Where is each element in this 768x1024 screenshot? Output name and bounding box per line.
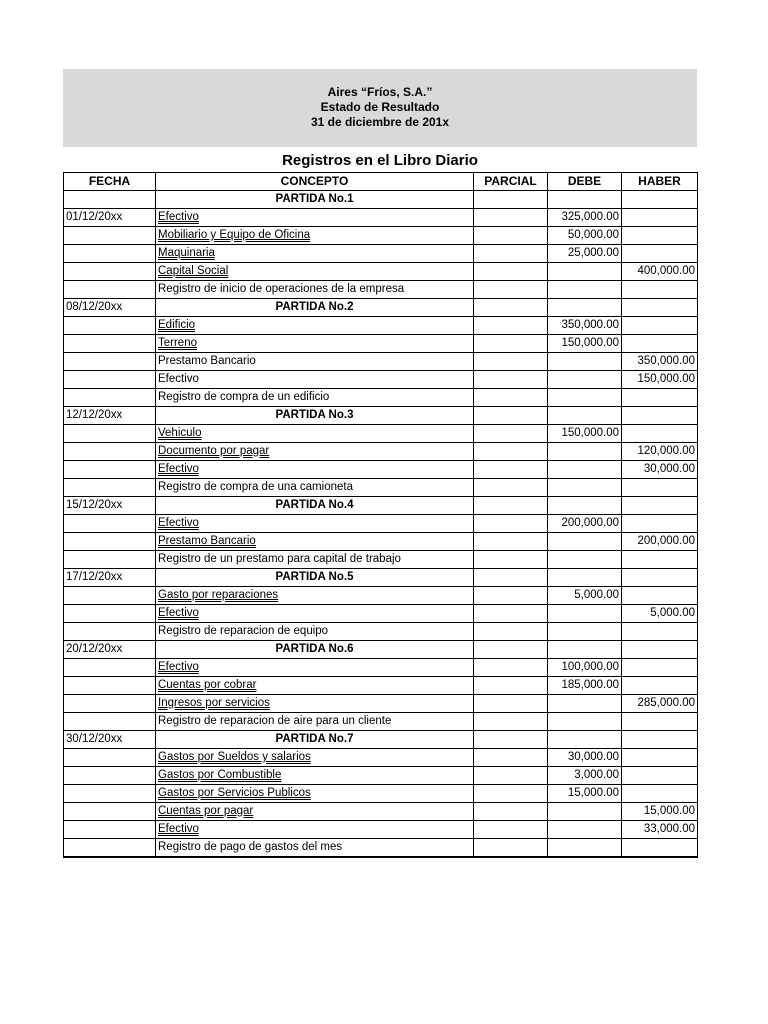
- cell-debe: [548, 353, 622, 371]
- table-row: [64, 623, 698, 641]
- cell-fecha: [64, 659, 156, 677]
- cell-concepto: [156, 443, 474, 461]
- cell-parcial: [474, 569, 548, 587]
- table-row: [64, 515, 698, 533]
- table-row: [64, 803, 698, 821]
- account-name: Cuentas por cobrar: [158, 679, 257, 691]
- cell-fecha: [64, 695, 156, 713]
- table-row: [64, 281, 698, 299]
- cell-concepto: [156, 281, 474, 299]
- cell-haber: [622, 731, 698, 749]
- cell-debe: 185,000.00: [548, 677, 622, 695]
- table-row: [64, 443, 698, 461]
- cell-haber: [622, 677, 698, 695]
- cell-fecha: [64, 425, 156, 443]
- cell-haber: 200,000.00: [622, 533, 698, 551]
- table-row: [64, 317, 698, 335]
- cell-concepto: [156, 425, 474, 443]
- cell-haber: 33,000.00: [622, 821, 698, 839]
- cell-haber: [622, 551, 698, 569]
- report-header: [63, 69, 697, 147]
- table-row: [64, 191, 698, 209]
- cell-concepto: [156, 767, 474, 785]
- cell-debe: [548, 695, 622, 713]
- cell-concepto: [156, 803, 474, 821]
- account-name: Edificio: [158, 319, 196, 331]
- cell-concepto: [156, 587, 474, 605]
- table-row: [64, 371, 698, 389]
- cell-fecha: [64, 263, 156, 281]
- cell-concepto: [156, 677, 474, 695]
- cell-concepto: [156, 659, 474, 677]
- cell-haber: [622, 317, 698, 335]
- cell-haber: [622, 587, 698, 605]
- table-row: [64, 659, 698, 677]
- account-name: Documento por pagar: [158, 445, 270, 457]
- cell-concepto: [156, 857, 474, 858]
- cell-fecha: [64, 389, 156, 407]
- table-row: [64, 605, 698, 623]
- cell-haber: [622, 713, 698, 731]
- cell-parcial: [474, 605, 548, 623]
- account-name: Prestamo Bancario: [158, 535, 256, 547]
- cell-concepto: [156, 551, 474, 569]
- cell-fecha: [64, 749, 156, 767]
- cell-parcial: [474, 335, 548, 353]
- table-row: [64, 245, 698, 263]
- table-row: [64, 461, 698, 479]
- entry-description: Registro de reparacion de equipo: [158, 625, 329, 637]
- cell-concepto: [156, 695, 474, 713]
- cell-fecha: 01/12/20xx: [64, 209, 156, 227]
- cell-parcial: [474, 533, 548, 551]
- cell-haber: 5,000.00: [622, 605, 698, 623]
- cell-concepto: [156, 227, 474, 245]
- cell-debe: 15,000.00: [548, 785, 622, 803]
- cell-parcial: [474, 281, 548, 299]
- cell-debe: [548, 479, 622, 497]
- cell-fecha: [64, 677, 156, 695]
- cell-parcial: [474, 371, 548, 389]
- cell-haber: [622, 569, 698, 587]
- cell-concepto: [156, 317, 474, 335]
- cell-haber: [622, 857, 698, 858]
- cell-debe: [548, 461, 622, 479]
- account-name: Efectivo: [158, 661, 199, 673]
- account-name: Gasto por reparaciones: [158, 589, 279, 601]
- cell-haber: [622, 389, 698, 407]
- entry-description: Registro de compra de un edificio: [158, 391, 330, 403]
- account-name: Efectivo: [158, 463, 199, 475]
- entry-description: Registro de un prestamo para capital de trabajo: [158, 553, 401, 565]
- entry-description: Registro de reparacion de aire para un cliente: [158, 715, 392, 727]
- cell-parcial: [474, 515, 548, 533]
- account-name: Efectivo: [158, 517, 199, 529]
- cell-haber: 150,000.00: [622, 371, 698, 389]
- ledger-title: Registros en el Libro Diario: [282, 152, 478, 169]
- cell-fecha: 17/12/20xx: [64, 569, 156, 587]
- column-header-parcial: PARCIAL: [474, 173, 548, 191]
- cell-haber: 15,000.00: [622, 803, 698, 821]
- cell-concepto: [156, 533, 474, 551]
- cell-parcial: [474, 659, 548, 677]
- cell-fecha: [64, 443, 156, 461]
- cell-debe: 3,000.00: [548, 767, 622, 785]
- table-row: [64, 731, 698, 749]
- cell-debe: [548, 569, 622, 587]
- account-name: Maquinaria: [158, 247, 215, 259]
- account-name: Efectivo: [158, 823, 199, 835]
- cell-parcial: [474, 695, 548, 713]
- table-row: [64, 299, 698, 317]
- table-row: [64, 641, 698, 659]
- cell-parcial: [474, 857, 548, 858]
- cell-debe: [548, 641, 622, 659]
- report-name: Estado de Resultado: [320, 100, 440, 114]
- cell-concepto: [156, 785, 474, 803]
- cell-fecha: [64, 785, 156, 803]
- cell-debe: [548, 281, 622, 299]
- cell-concepto: [156, 209, 474, 227]
- table-row: [64, 569, 698, 587]
- column-header-fecha: FECHA: [64, 173, 156, 191]
- partida-label: PARTIDA No.2: [275, 301, 354, 313]
- cell-debe: [548, 497, 622, 515]
- cell-concepto: [156, 407, 474, 425]
- entry-description: Registro de inicio de operaciones de la empresa: [158, 283, 405, 295]
- cell-parcial: [474, 389, 548, 407]
- cell-debe: [548, 731, 622, 749]
- table-row: [64, 407, 698, 425]
- cell-fecha: [64, 227, 156, 245]
- cell-parcial: [474, 731, 548, 749]
- cell-haber: [622, 749, 698, 767]
- cell-parcial: [474, 677, 548, 695]
- cell-concepto: [156, 299, 474, 317]
- table-row: [64, 821, 698, 839]
- cell-debe: 325,000.00: [548, 209, 622, 227]
- partida-label: PARTIDA No.6: [275, 643, 354, 655]
- cell-debe: 30,000.00: [548, 749, 622, 767]
- cell-haber: 350,000.00: [622, 353, 698, 371]
- cell-fecha: [64, 281, 156, 299]
- cell-debe: [548, 263, 622, 281]
- cell-parcial: [474, 209, 548, 227]
- partida-label: PARTIDA No.7: [275, 733, 354, 745]
- cell-parcial: [474, 713, 548, 731]
- cell-debe: [548, 605, 622, 623]
- cell-haber: [622, 479, 698, 497]
- cell-fecha: 12/12/20xx: [64, 407, 156, 425]
- cell-haber: [622, 497, 698, 515]
- partida-label: PARTIDA No.5: [275, 571, 354, 583]
- cell-fecha: [64, 821, 156, 839]
- cell-debe: [548, 191, 622, 209]
- cell-parcial: [474, 191, 548, 209]
- table-row: [64, 677, 698, 695]
- cell-parcial: [474, 245, 548, 263]
- cell-fecha: [64, 803, 156, 821]
- cell-fecha: 30/12/20xx: [64, 731, 156, 749]
- cell-parcial: [474, 461, 548, 479]
- account-name: Efectivo: [158, 607, 199, 619]
- cell-parcial: [474, 803, 548, 821]
- cell-concepto: [156, 479, 474, 497]
- account-name: Terreno: [158, 337, 197, 349]
- cell-parcial: [474, 551, 548, 569]
- cell-haber: 400,000.00: [622, 263, 698, 281]
- cell-fecha: [64, 353, 156, 371]
- cell-debe: [548, 839, 622, 857]
- cell-parcial: [474, 443, 548, 461]
- cell-fecha: [64, 533, 156, 551]
- column-header-debe: DEBE: [548, 173, 622, 191]
- cell-parcial: [474, 479, 548, 497]
- account-name: Prestamo Bancario: [158, 355, 256, 367]
- cell-parcial: [474, 497, 548, 515]
- table-row: [64, 767, 698, 785]
- cell-fecha: [64, 335, 156, 353]
- cell-haber: [622, 335, 698, 353]
- cell-fecha: [64, 605, 156, 623]
- cell-debe: 5,000.00: [548, 587, 622, 605]
- cell-debe: [548, 443, 622, 461]
- table-row: [64, 587, 698, 605]
- table-row: [64, 713, 698, 731]
- cell-concepto: [156, 245, 474, 263]
- cell-debe: [548, 803, 622, 821]
- cell-fecha: 08/12/20xx: [64, 299, 156, 317]
- cell-haber: [622, 227, 698, 245]
- cell-fecha: [64, 713, 156, 731]
- account-name: Gastos por Combustible: [158, 769, 282, 781]
- table-row: [64, 353, 698, 371]
- cell-debe: 100,000.00: [548, 659, 622, 677]
- cell-parcial: [474, 227, 548, 245]
- table-row: [64, 839, 698, 857]
- table-row: [64, 425, 698, 443]
- cell-haber: [622, 623, 698, 641]
- table-row: [64, 227, 698, 245]
- cell-fecha: [64, 371, 156, 389]
- cell-parcial: [474, 767, 548, 785]
- cell-parcial: [474, 263, 548, 281]
- table-row: [64, 497, 698, 515]
- table-row: [64, 335, 698, 353]
- table-row: [64, 857, 698, 858]
- cell-debe: [548, 551, 622, 569]
- cell-fecha: [64, 857, 156, 858]
- table-row: [64, 209, 698, 227]
- cell-fecha: [64, 767, 156, 785]
- table-row: [64, 749, 698, 767]
- account-name: Cuentas por pagar: [158, 805, 254, 817]
- account-name: Mobiliario y Equipo de Oficina: [158, 229, 311, 241]
- cell-fecha: [64, 623, 156, 641]
- account-name: Gastos por Servicios Publicos: [158, 787, 311, 799]
- cell-haber: [622, 785, 698, 803]
- cell-haber: [622, 659, 698, 677]
- cell-concepto: [156, 191, 474, 209]
- cell-parcial: [474, 425, 548, 443]
- journal-body: [64, 191, 698, 858]
- cell-parcial: [474, 407, 548, 425]
- entry-description: Registro de pago de gastos del mes: [158, 841, 343, 853]
- cell-debe: [548, 623, 622, 641]
- cell-debe: 150,000.00: [548, 335, 622, 353]
- cell-fecha: [64, 191, 156, 209]
- cell-fecha: 15/12/20xx: [64, 497, 156, 515]
- cell-debe: 50,000.00: [548, 227, 622, 245]
- account-name: Vehiculo: [158, 427, 202, 439]
- cell-concepto: [156, 389, 474, 407]
- cell-concepto: [156, 569, 474, 587]
- account-name: Ingresos por servicios: [158, 697, 270, 709]
- cell-haber: [622, 839, 698, 857]
- cell-fecha: [64, 587, 156, 605]
- cell-haber: 285,000.00: [622, 695, 698, 713]
- cell-debe: [548, 299, 622, 317]
- table-row: [64, 263, 698, 281]
- cell-debe: [548, 389, 622, 407]
- entry-description: Registro de compra de una camioneta: [158, 481, 353, 493]
- table-row: [64, 479, 698, 497]
- cell-fecha: [64, 461, 156, 479]
- cell-fecha: [64, 515, 156, 533]
- cell-fecha: [64, 245, 156, 263]
- cell-parcial: [474, 587, 548, 605]
- table-row: [64, 389, 698, 407]
- cell-parcial: [474, 317, 548, 335]
- cell-concepto: [156, 731, 474, 749]
- column-header-haber: HABER: [622, 173, 698, 191]
- cell-haber: [622, 425, 698, 443]
- cell-parcial: [474, 749, 548, 767]
- account-name: Efectivo: [158, 373, 199, 385]
- cell-haber: [622, 191, 698, 209]
- cell-debe: [548, 407, 622, 425]
- report-date: 31 de diciembre de 201x: [310, 115, 450, 129]
- cell-fecha: 20/12/20xx: [64, 641, 156, 659]
- cell-haber: [622, 245, 698, 263]
- cell-haber: 30,000.00: [622, 461, 698, 479]
- cell-concepto: [156, 371, 474, 389]
- cell-concepto: [156, 641, 474, 659]
- cell-concepto: [156, 515, 474, 533]
- cell-fecha: [64, 551, 156, 569]
- cell-haber: [622, 281, 698, 299]
- cell-debe: [548, 857, 622, 858]
- table-row: [64, 533, 698, 551]
- partida-label: PARTIDA No.3: [275, 409, 354, 421]
- cell-concepto: [156, 713, 474, 731]
- cell-parcial: [474, 785, 548, 803]
- cell-debe: [548, 533, 622, 551]
- account-name: Capital Social: [158, 265, 229, 277]
- cell-haber: [622, 515, 698, 533]
- table-header-row: [64, 173, 698, 191]
- table-row: [64, 551, 698, 569]
- account-name: Efectivo: [158, 211, 199, 223]
- partida-label: PARTIDA No.1: [275, 193, 354, 205]
- cell-debe: 25,000.00: [548, 245, 622, 263]
- cell-concepto: [156, 335, 474, 353]
- cell-parcial: [474, 623, 548, 641]
- cell-haber: [622, 641, 698, 659]
- cell-concepto: [156, 749, 474, 767]
- cell-concepto: [156, 623, 474, 641]
- cell-concepto: [156, 839, 474, 857]
- column-header-concepto: CONCEPTO: [156, 173, 474, 191]
- cell-concepto: [156, 497, 474, 515]
- cell-debe: [548, 371, 622, 389]
- cell-haber: [622, 407, 698, 425]
- cell-parcial: [474, 839, 548, 857]
- cell-haber: 120,000.00: [622, 443, 698, 461]
- cell-haber: [622, 767, 698, 785]
- cell-debe: [548, 713, 622, 731]
- cell-concepto: [156, 821, 474, 839]
- table-row: [64, 785, 698, 803]
- cell-haber: [622, 209, 698, 227]
- cell-fecha: [64, 317, 156, 335]
- cell-debe: 350,000.00: [548, 317, 622, 335]
- company-name: Aires “Fríos, S.A.”: [327, 85, 433, 99]
- cell-fecha: [64, 479, 156, 497]
- table-row: [64, 695, 698, 713]
- cell-haber: [622, 299, 698, 317]
- cell-debe: 150,000.00: [548, 425, 622, 443]
- cell-debe: 200,000.00: [548, 515, 622, 533]
- cell-concepto: [156, 461, 474, 479]
- cell-parcial: [474, 353, 548, 371]
- cell-concepto: [156, 353, 474, 371]
- cell-concepto: [156, 605, 474, 623]
- account-name: Gastos por Sueldos y salarios: [158, 751, 311, 763]
- cell-debe: [548, 821, 622, 839]
- journal-table: [63, 172, 698, 858]
- cell-concepto: [156, 263, 474, 281]
- cell-parcial: [474, 299, 548, 317]
- partida-label: PARTIDA No.4: [275, 499, 354, 511]
- cell-parcial: [474, 641, 548, 659]
- cell-parcial: [474, 821, 548, 839]
- cell-fecha: [64, 839, 156, 857]
